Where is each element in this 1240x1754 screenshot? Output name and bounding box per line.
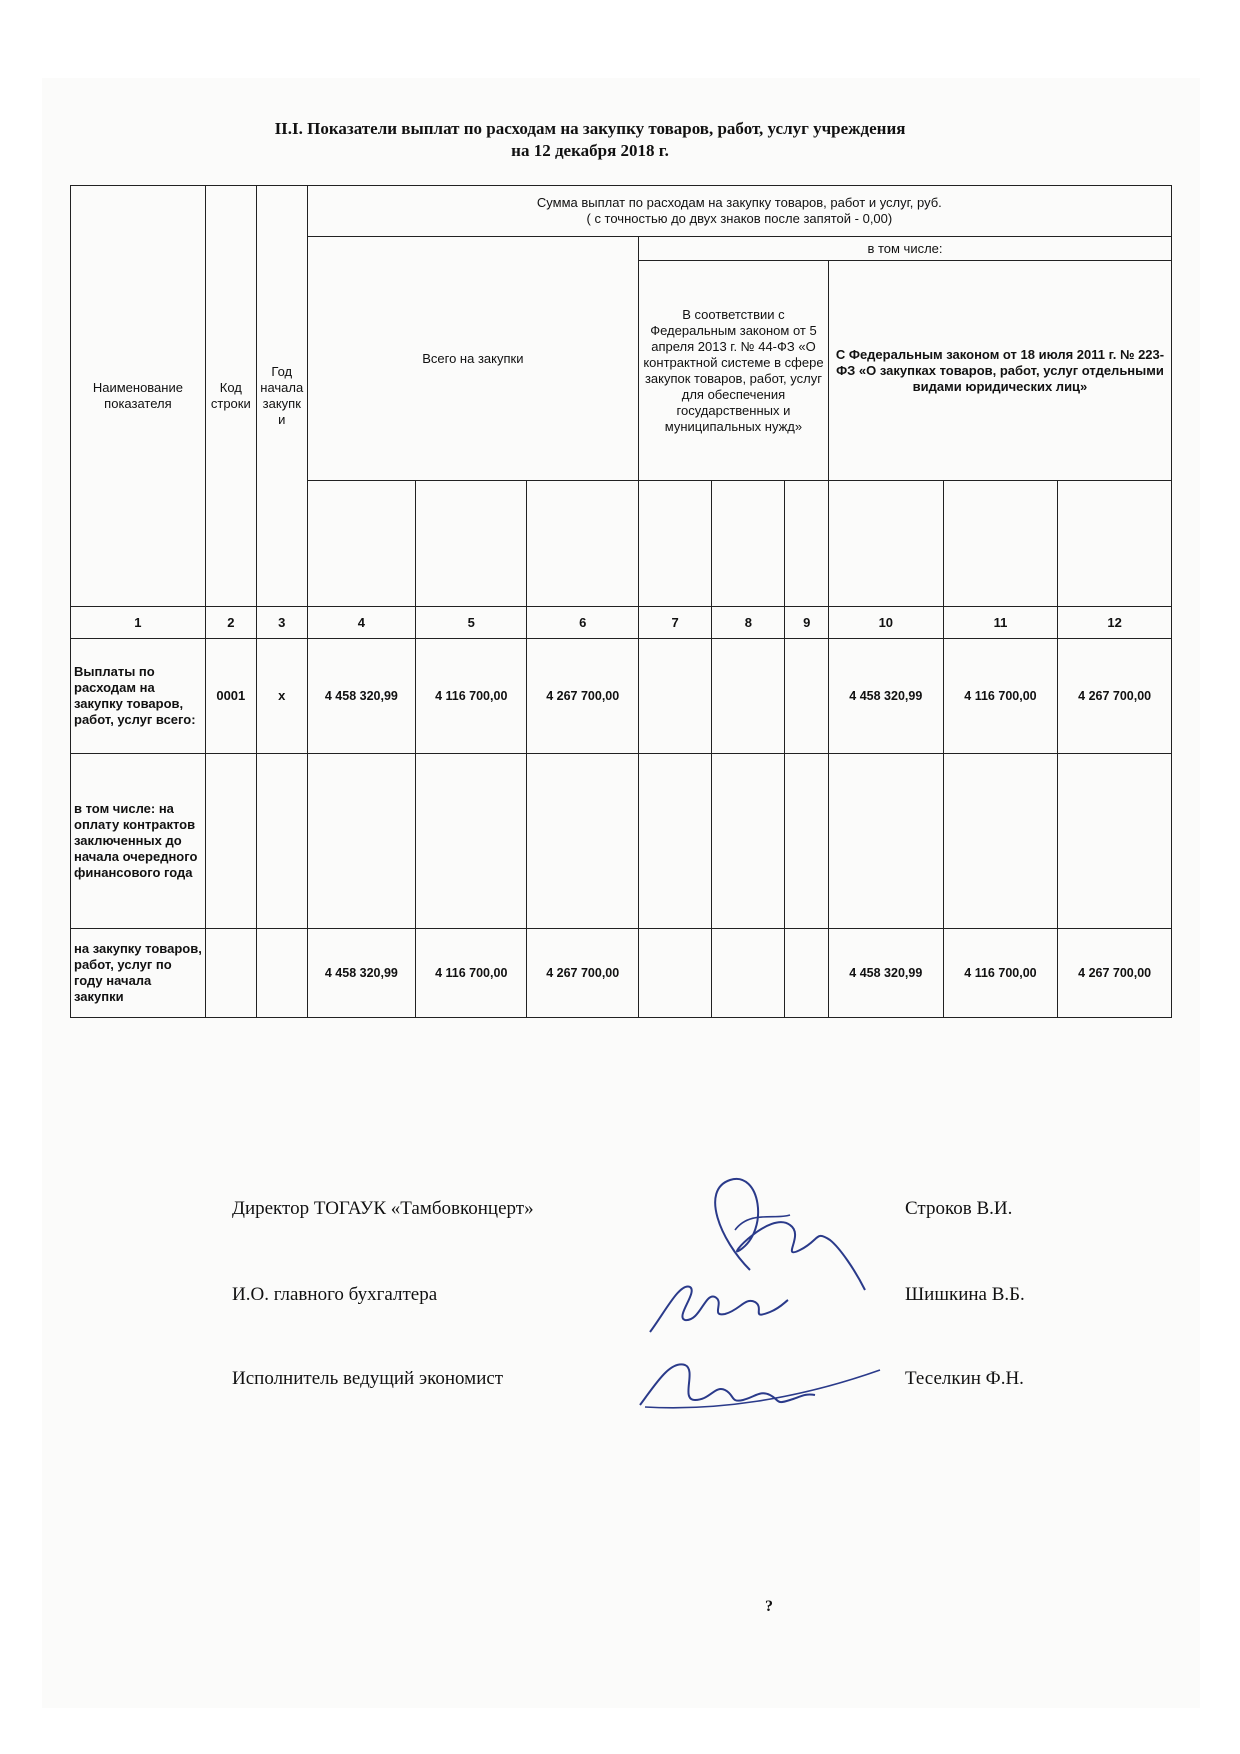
accountant-signature (640, 1272, 790, 1342)
header-blank-7 (638, 481, 711, 607)
cell-law44-2 (712, 929, 785, 1018)
header-blank-11 (943, 481, 1058, 607)
column-number: 4 (307, 607, 415, 639)
header-law-44: В соответствии с Федеральным законом от 5 апреля 2013 г. № 44-ФЗ «О контрактной системе в сфере закупок товаров, работ, услуг для обеспечения государственных и муниципальных нужд» (638, 261, 828, 481)
title-line-1: II.I. Показатели выплат по расходам на закупку товаров, работ, услуг учреждения (274, 119, 906, 138)
cell-law44-2 (712, 754, 785, 929)
header-blank-8 (712, 481, 785, 607)
column-number: 8 (712, 607, 785, 639)
header-blank-4 (307, 481, 415, 607)
director-title: Директор ТОГАУК «Тамбовконцерт» (232, 1198, 534, 1219)
header-law-223: С Федеральным законом от 18 июля 2011 г. № 223-ФЗ «О закупках товаров, работ, услуг отдельными видами юридических лиц» (828, 261, 1171, 481)
cell-law223-3: 4 267 700,00 (1058, 929, 1172, 1018)
row-name: Выплаты по расходам на закупку товаров, работ, услуг всего: (71, 639, 206, 754)
cell-total-2: 4 116 700,00 (416, 929, 527, 1018)
column-number: 12 (1058, 607, 1172, 639)
column-number: 7 (638, 607, 711, 639)
cell-total-1 (307, 754, 415, 929)
header-including: в том числе: (638, 237, 1171, 261)
cell-law223-1: 4 458 320,99 (828, 639, 943, 754)
row-code: 0001 (205, 639, 256, 754)
payments-table (70, 185, 1172, 1018)
cell-total-3: 4 267 700,00 (527, 929, 638, 1018)
header-blank-5 (416, 481, 527, 607)
cell-law223-2 (943, 754, 1058, 929)
column-number: 9 (785, 607, 829, 639)
row-name: на закупку товаров, работ, услуг по году начала закупки (71, 929, 206, 1018)
executor-title: Исполнитель ведущий экономист (232, 1368, 504, 1389)
executor-name: Теселкин Ф.Н. (905, 1368, 1024, 1389)
accountant-title: И.О. главного бухгалтера (232, 1284, 438, 1305)
header-blank-6 (527, 481, 638, 607)
cell-total-3: 4 267 700,00 (527, 639, 638, 754)
row-year (256, 929, 307, 1018)
header-year: Год начала закупки (256, 186, 307, 607)
header-code: Код строки (205, 186, 256, 607)
column-number-row (71, 607, 1172, 639)
cell-law44-3 (785, 754, 829, 929)
row-year: х (256, 639, 307, 754)
page-mark: ? (765, 1598, 773, 1615)
header-blank-12 (1058, 481, 1172, 607)
cell-law223-2: 4 116 700,00 (943, 639, 1058, 754)
table-row (71, 754, 1172, 929)
row-year (256, 754, 307, 929)
cell-law44-1 (638, 754, 711, 929)
row-name: в том числе: на оплату контрактов заключенных до начала очередного финансового года (71, 754, 206, 929)
row-code (205, 929, 256, 1018)
row-code (205, 754, 256, 929)
header-sum-title: Сумма выплат по расходам на закупку товаров, работ и услуг, руб. (536, 195, 942, 210)
cell-law44-1 (638, 929, 711, 1018)
column-number: 1 (71, 607, 206, 639)
table-row (71, 929, 1172, 1018)
table-row (71, 639, 1172, 754)
column-number: 6 (527, 607, 638, 639)
document-title (180, 118, 1000, 162)
title-line-2: на 12 декабря 2018 г. (511, 141, 669, 160)
column-number: 10 (828, 607, 943, 639)
header-sum-group (307, 186, 1171, 237)
header-total: Всего на закупки (307, 237, 638, 481)
executor-signature (625, 1345, 885, 1425)
column-number: 11 (943, 607, 1058, 639)
header-name: Наименование показателя (71, 186, 206, 607)
cell-law223-1 (828, 754, 943, 929)
cell-law44-2 (712, 639, 785, 754)
cell-law44-1 (638, 639, 711, 754)
header-blank-10 (828, 481, 943, 607)
cell-total-1: 4 458 320,99 (307, 639, 415, 754)
header-sum-note: ( с точностью до двух знаков после запятой - 0,00) (586, 211, 893, 226)
cell-law44-3 (785, 929, 829, 1018)
cell-total-2 (416, 754, 527, 929)
cell-law223-3: 4 267 700,00 (1058, 639, 1172, 754)
cell-law223-1: 4 458 320,99 (828, 929, 943, 1018)
cell-law223-2: 4 116 700,00 (943, 929, 1058, 1018)
director-name: Строков В.И. (905, 1198, 1013, 1219)
cell-total-1: 4 458 320,99 (307, 929, 415, 1018)
accountant-name: Шишкина В.Б. (905, 1284, 1025, 1305)
header-blank-9 (785, 481, 829, 607)
cell-law223-3 (1058, 754, 1172, 929)
cell-total-3 (527, 754, 638, 929)
column-number: 2 (205, 607, 256, 639)
column-number: 3 (256, 607, 307, 639)
cell-total-2: 4 116 700,00 (416, 639, 527, 754)
column-number: 5 (416, 607, 527, 639)
cell-law44-3 (785, 639, 829, 754)
